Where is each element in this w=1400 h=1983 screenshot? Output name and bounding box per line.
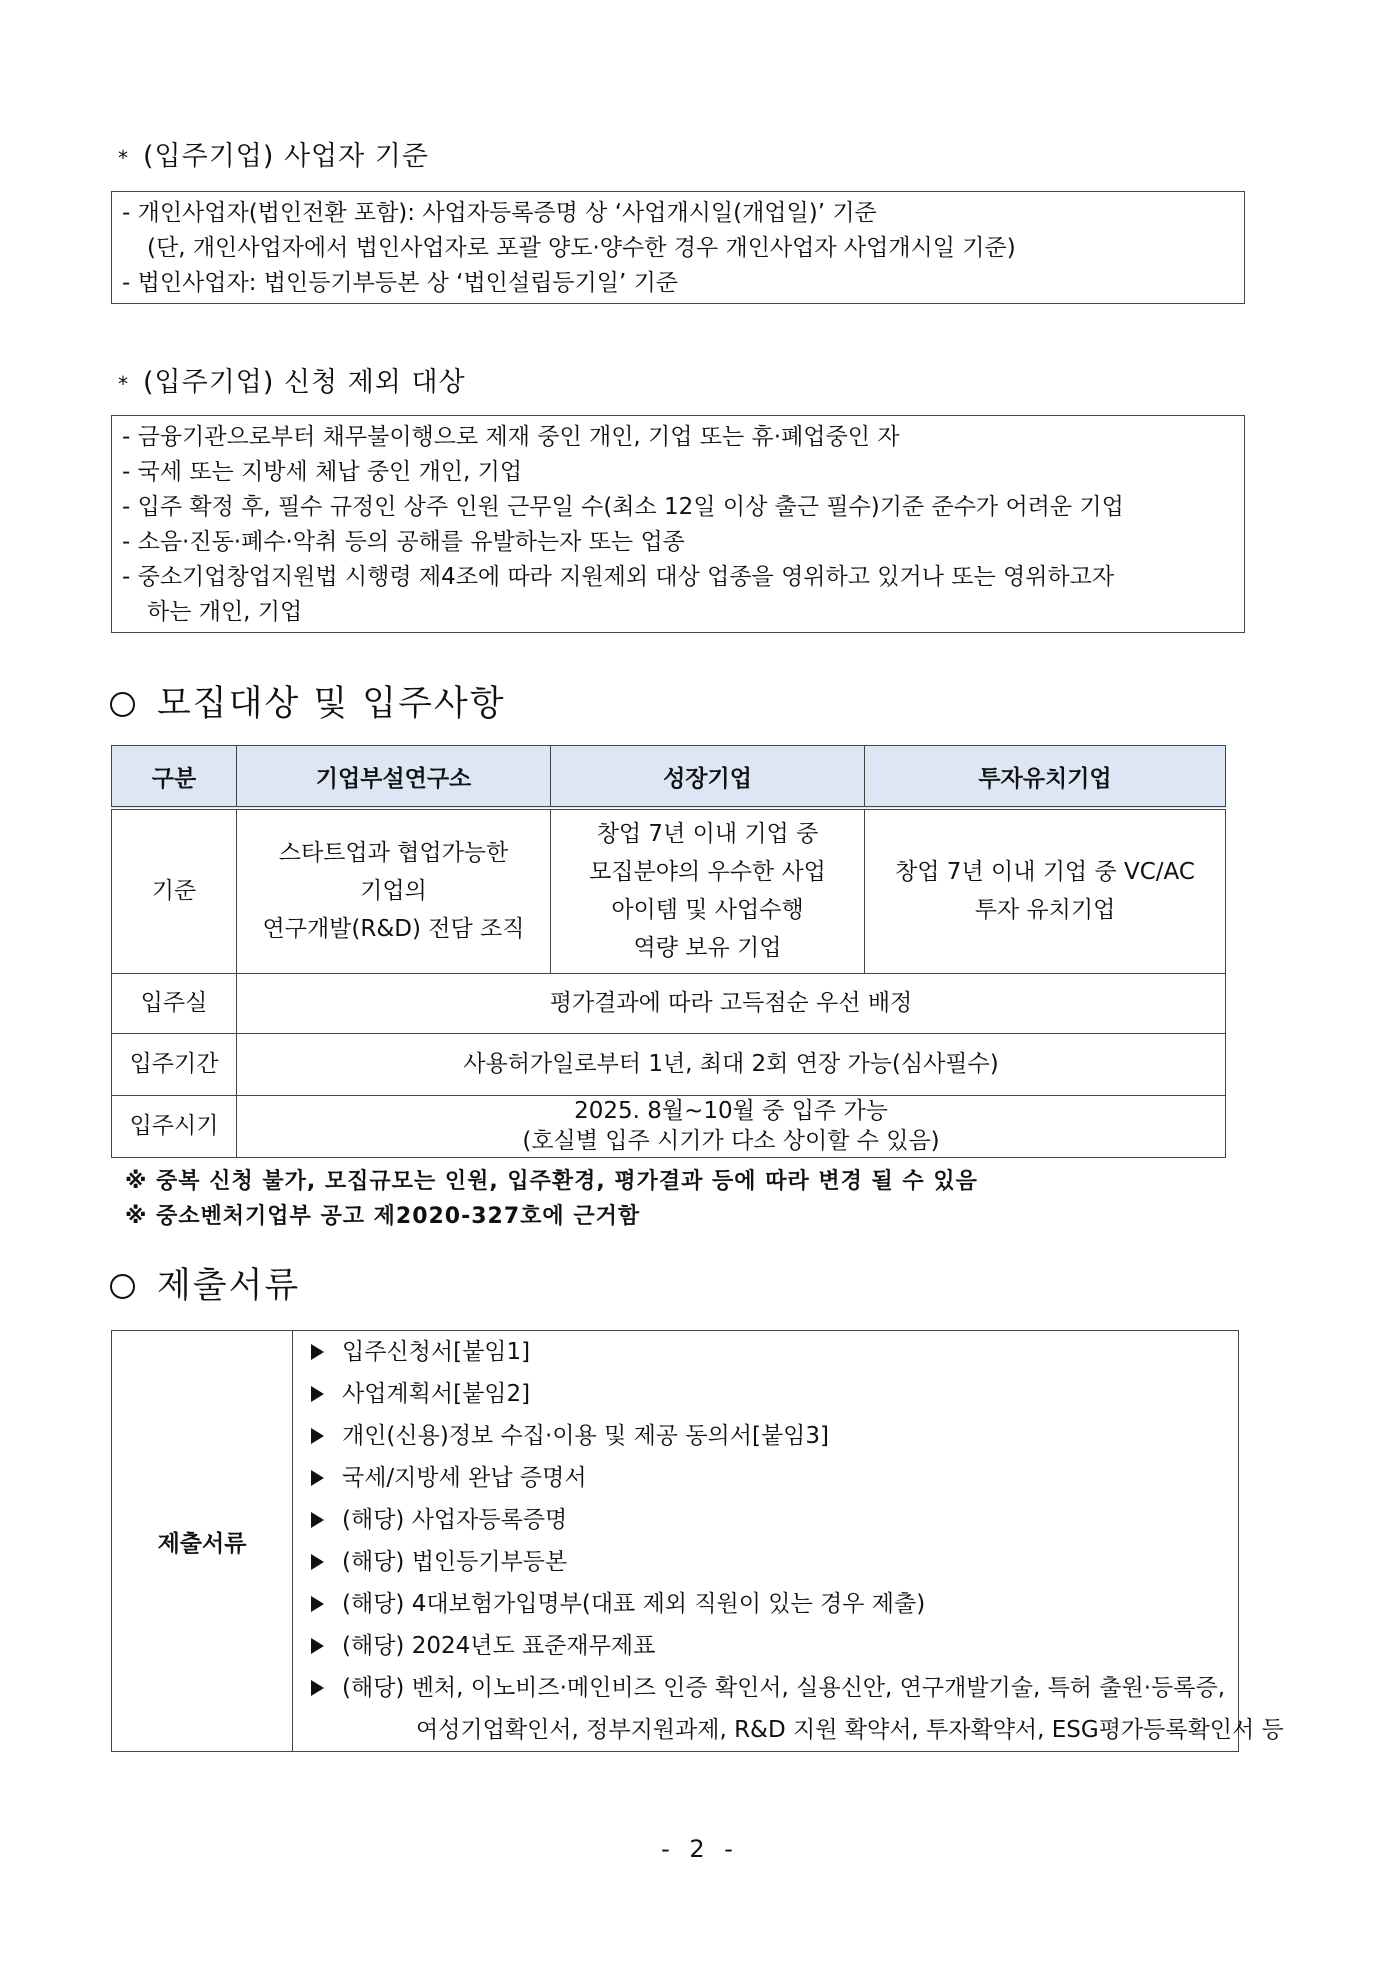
criteria-label: 기준	[112, 808, 237, 973]
list-item-continuation: 여성기업확인서, 정부지원과제, R&D 지원 확약서, 투자확약서, ESG평가등록확인서 등	[416, 1717, 1284, 1743]
exclusion-line: 하는 개인, 기업	[147, 599, 303, 625]
criteria-line: - 개인사업자(법인전환 포함): 사업자등록증명 상 ‘사업개시일(개업일)’ 기준	[122, 200, 877, 226]
exclusion-line: - 중소기업창업지원법 시행령 제4조에 따라 지원제외 대상 업종을 영위하고 있거나 또는 영위하고자	[122, 564, 1115, 590]
exclusion-line: - 소음·진동·폐수·악취 등의 공해를 유발하는자 또는 업종	[122, 529, 685, 555]
list-item: 개인(신용)정보 수집·이용 및 제공 동의서[붙임3]	[311, 1415, 1238, 1457]
table-row-period	[112, 1033, 1226, 1095]
header-growth: 성장기업	[551, 746, 865, 809]
list-item: (해당) 법인등기부등본	[311, 1541, 1238, 1583]
exclusion-line: - 국세 또는 지방세 체납 중인 개인, 기업	[122, 459, 523, 485]
list-item: 국세/지방세 완납 증명서	[311, 1457, 1238, 1499]
exclusion-line: - 입주 확정 후, 필수 규정인 상주 인원 근무일 수(최소 12일 이상 출근 필수)기준 준수가 어려운 기업	[122, 494, 1124, 520]
room-label: 입주실	[112, 973, 237, 1033]
header-lab: 기업부설연구소	[237, 746, 551, 809]
documents-section-title: 제출서류	[110, 1258, 300, 1308]
bullet-marker: *	[118, 371, 129, 396]
list-item: (해당) 2024년도 표준재무제표	[311, 1625, 1238, 1667]
note-line: ※ 중소벤처기업부 공고 제2020-327호에 근거함	[125, 1204, 641, 1229]
table-row-room	[112, 973, 1226, 1033]
timing-label: 입주시기	[112, 1095, 237, 1157]
timing-value: 2025. 8월~10월 중 입주 가능 (호실별 입주 시기가 다소 상이할 수 있음)	[237, 1095, 1226, 1157]
circle-bullet-icon	[110, 692, 135, 717]
recruitment-table	[111, 745, 1226, 1158]
table-row-criteria	[112, 808, 1226, 973]
list-item: 사업계획서[붙임2]	[311, 1373, 1238, 1415]
list-item: (해당) 사업자등록증명	[311, 1499, 1238, 1541]
room-value: 평가결과에 따라 고득점순 우선 배정	[237, 973, 1226, 1033]
triangle-bullet-icon	[311, 1386, 324, 1402]
business-criteria-heading: * (입주기업) 사업자 기준	[118, 141, 429, 172]
list-item: (해당) 벤처, 이노비즈·메인비즈 인증 확인서, 실용신안, 연구개발기술, 특허 출원·등록증,	[311, 1667, 1238, 1709]
exclusion-heading: * (입주기업) 신청 제외 대상	[118, 367, 466, 398]
documents-table	[111, 1330, 1284, 1752]
recruitment-section-title: 모집대상 및 입주사항	[110, 676, 506, 726]
triangle-bullet-icon	[311, 1428, 324, 1444]
period-label: 입주기간	[112, 1033, 237, 1095]
triangle-bullet-icon	[311, 1512, 324, 1528]
circle-bullet-icon	[110, 1274, 135, 1299]
criteria-invest: 창업 7년 이내 기업 중 VC/AC 투자 유치기업	[865, 808, 1226, 973]
criteria-line: (단, 개인사업자에서 법인사업자로 포괄 양도·양수한 경우 개인사업자 사업개시일 기준)	[147, 235, 1016, 261]
criteria-lab: 스타트업과 협업가능한 기업의 연구개발(R&D) 전담 조직	[237, 808, 551, 973]
note-line: ※ 중복 신청 불가, 모집규모는 인원, 입주환경, 평가결과 등에 따라 변경 될 수 있음	[125, 1169, 978, 1194]
table-header-row	[112, 746, 1226, 809]
list-item: 입주신청서[붙임1]	[311, 1331, 1238, 1373]
triangle-bullet-icon	[311, 1680, 324, 1696]
documents-label: 제출서류	[112, 1331, 293, 1752]
exclusion-line: - 금융기관으로부터 채무불이행으로 제재 중인 개인, 기업 또는 휴·폐업중인 자	[122, 424, 900, 450]
table-row-timing	[112, 1095, 1226, 1157]
criteria-growth: 창업 7년 이내 기업 중 모집분야의 우수한 사업 아이템 및 사업수행 역량 보유 기업	[551, 808, 865, 973]
list-item: (해당) 4대보험가입명부(대표 제외 직원이 있는 경우 제출)	[311, 1583, 1238, 1625]
criteria-line: - 법인사업자: 법인등기부등본 상 ‘법인설립등기일’ 기준	[122, 270, 679, 296]
triangle-bullet-icon	[311, 1638, 324, 1654]
triangle-bullet-icon	[311, 1470, 324, 1486]
header-category: 구분	[112, 746, 237, 809]
documents-list	[293, 1331, 1284, 1752]
header-invest: 투자유치기업	[865, 746, 1226, 809]
exclusion-box	[111, 415, 1245, 633]
page-number: - 2 -	[661, 1835, 739, 1863]
period-value: 사용허가일로부터 1년, 최대 2회 연장 가능(심사필수)	[237, 1033, 1226, 1095]
bullet-marker: *	[118, 145, 129, 170]
triangle-bullet-icon	[311, 1596, 324, 1612]
triangle-bullet-icon	[311, 1554, 324, 1570]
business-criteria-box	[111, 191, 1245, 304]
triangle-bullet-icon	[311, 1344, 324, 1360]
